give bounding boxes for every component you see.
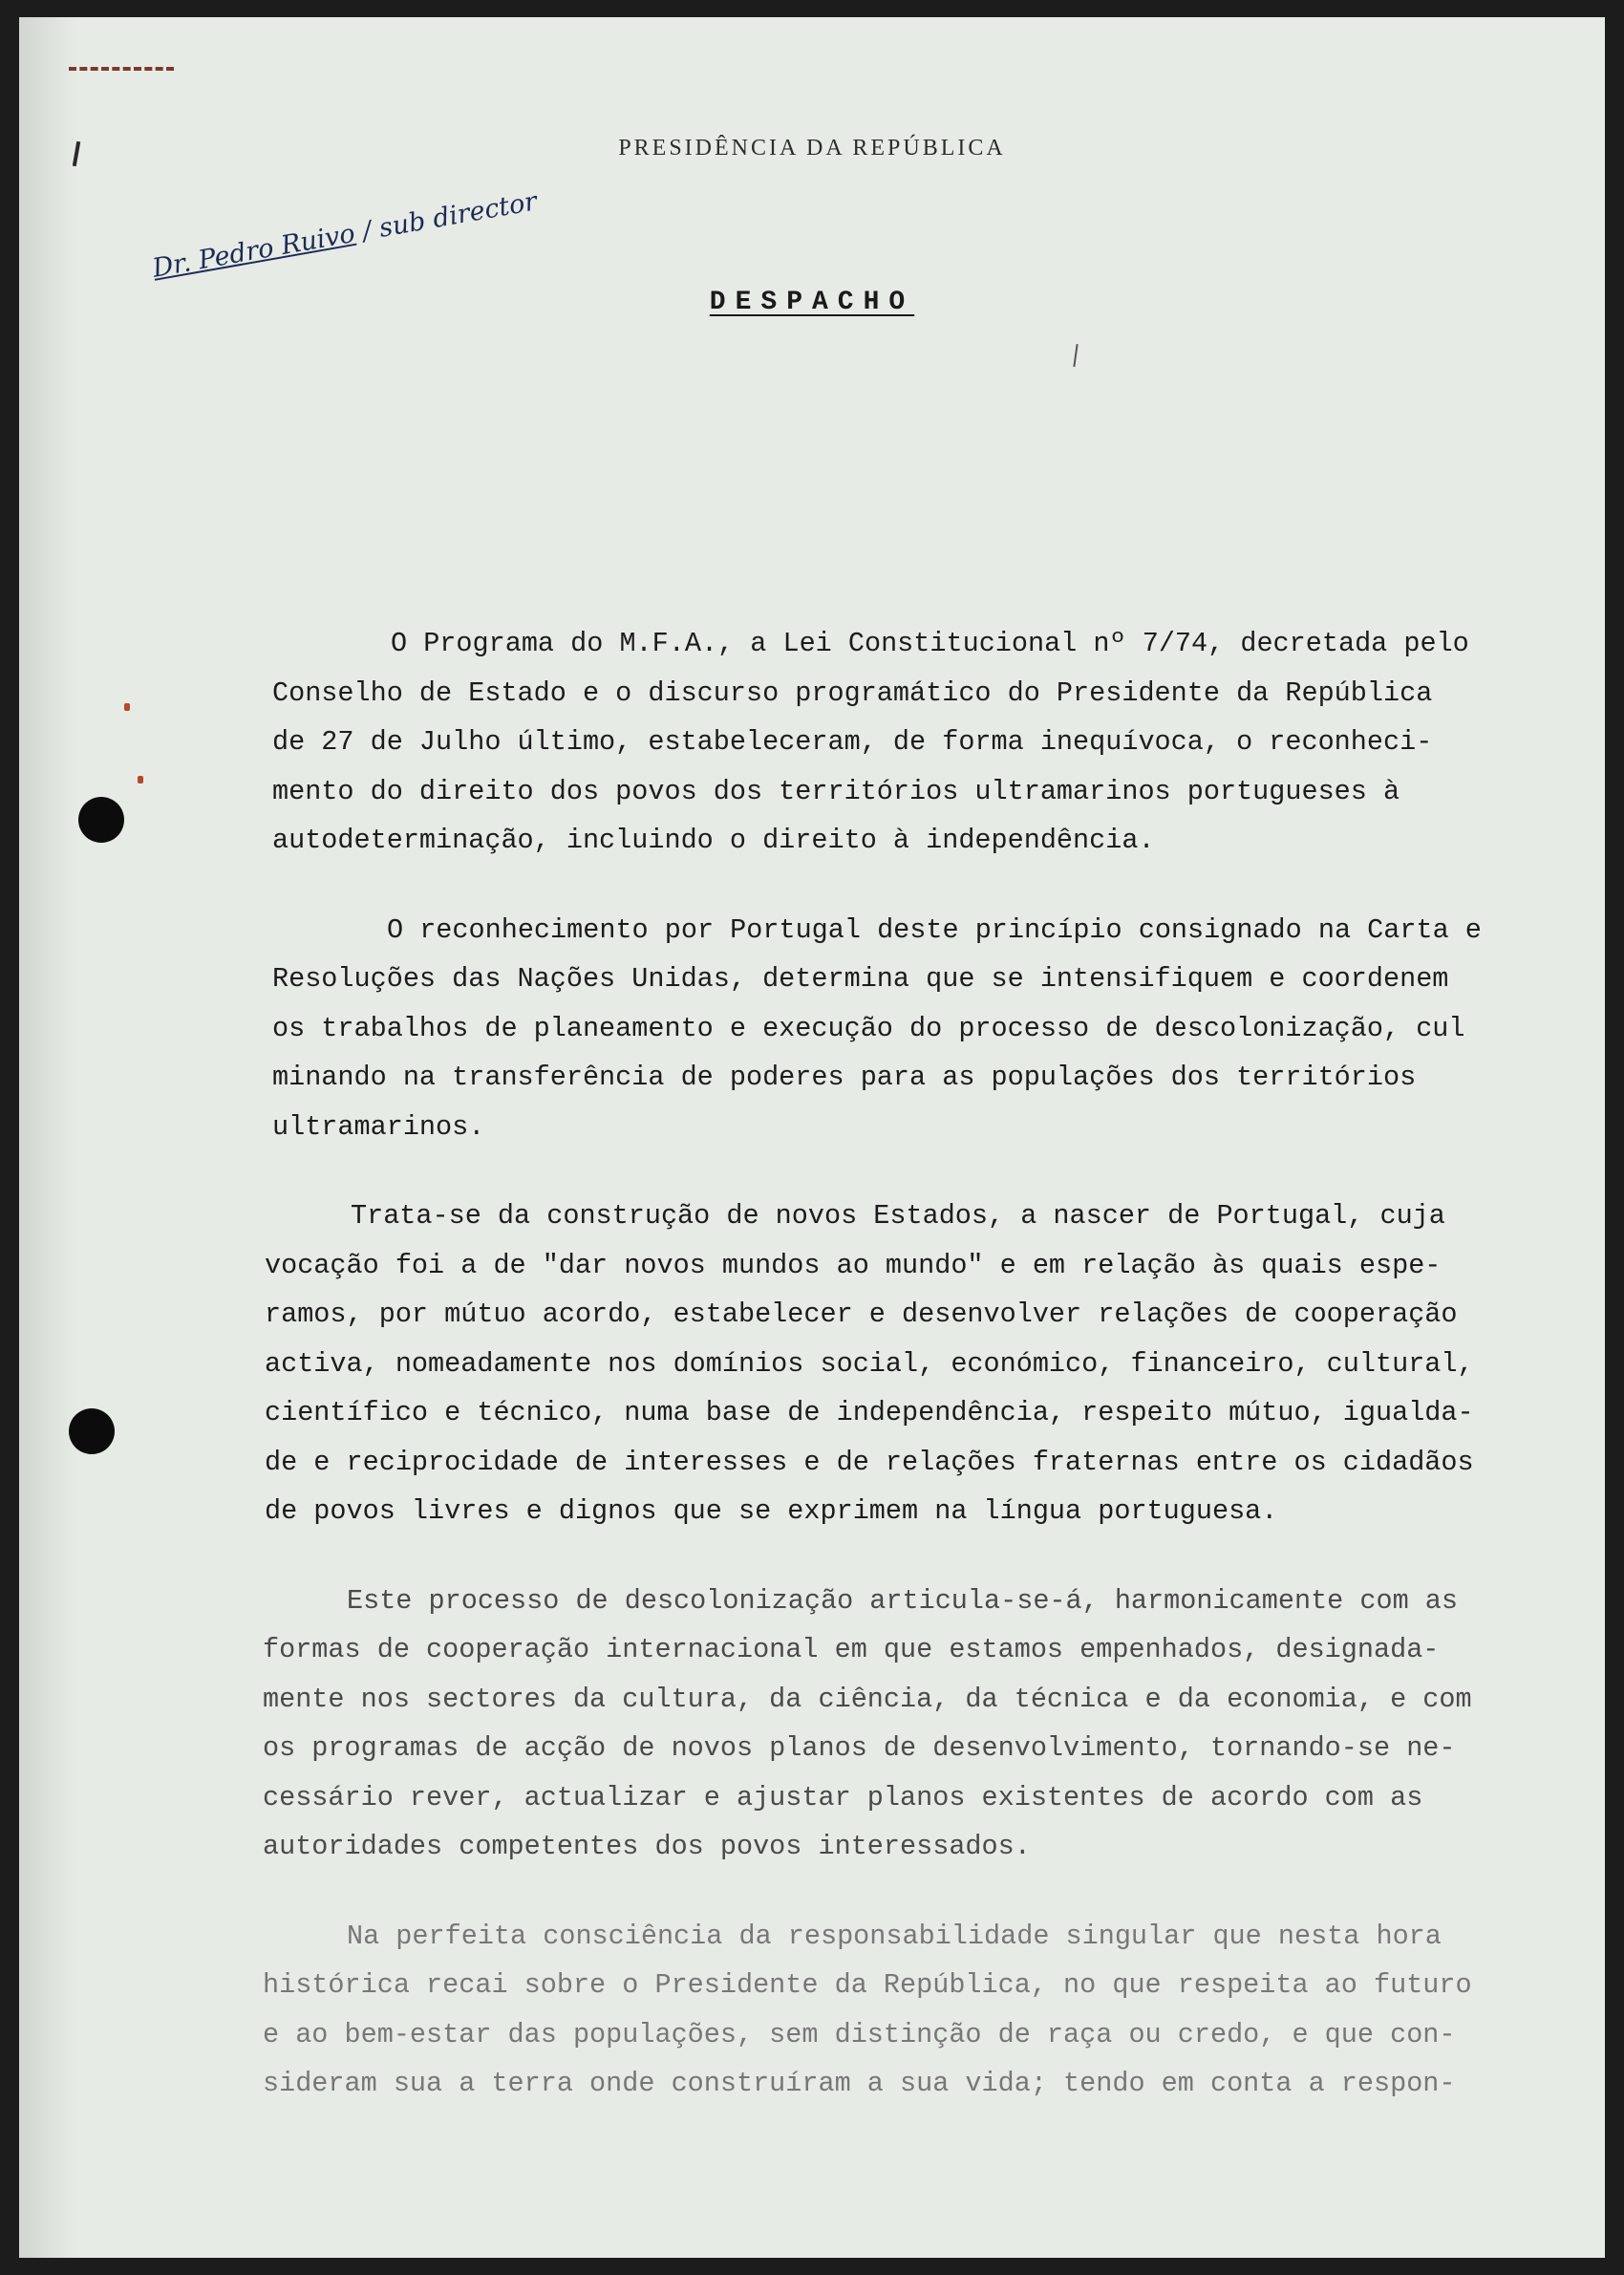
punch-hole-lower: [69, 1408, 115, 1454]
document-body: [263, 619, 1533, 2149]
paragraph-4: [263, 1577, 1533, 1872]
text-line: sideram sua a terra onde construíram a sua vida; tendo em conta a respon-: [263, 2068, 1456, 2099]
ink-spot: [138, 776, 143, 783]
text-line: Conselho de Estado e o discurso programático do Presidente da República: [272, 676, 1433, 709]
paragraph-5: [263, 1912, 1533, 2109]
text-line: e ao bem-estar das populações, sem distinção de raça ou credo, e que con-: [263, 2018, 1456, 2050]
document-title-text: DESPACHO: [709, 288, 915, 317]
text-line: cessário rever, actualizar e ajustar planos existentes de acordo com as: [263, 1781, 1423, 1814]
text-line: de e reciprocidade de interesses e de relações fraternas entre os cidadãos: [265, 1446, 1474, 1478]
text-line: mente nos sectores da cultura, da ciência, da técnica e da economia, e com: [263, 1683, 1472, 1715]
text-line: activa, nomeadamente nos domínios social, económico, financeiro, cultural,: [265, 1347, 1474, 1380]
document-page: [19, 17, 1605, 2258]
text-line: Este processo de descolonização articula-se-á, harmonicamente com as: [347, 1584, 1458, 1617]
paragraph-2: [272, 906, 1533, 1152]
handwritten-note-role: / sub director: [360, 186, 540, 247]
text-line: formas de cooperação internacional em que estamos empenhados, designada-: [263, 1634, 1440, 1665]
text-line: científico e técnico, numa base de independência, respeito mútuo, igualda-: [265, 1397, 1474, 1428]
text-line: os programas de acção de novos planos de desenvolvimento, tornando-se ne-: [263, 1732, 1456, 1764]
text-line: Resoluções das Nações Unidas, determina que se intensifiquem e coordenem: [272, 963, 1449, 995]
text-line: os trabalhos de planeamento e execução do processo de descolonização, cul: [272, 1012, 1465, 1044]
text-line: O Programa do M.F.A., a Lei Constitucional nº 7/74, decretada pelo: [391, 628, 1469, 659]
text-line: minando na transferência de poderes para as populações dos territórios: [272, 1062, 1417, 1093]
text-line: de povos livres e dignos que se exprimem na língua portuguesa.: [265, 1495, 1278, 1527]
text-line: autoridades competentes dos povos interessados.: [263, 1831, 1031, 1862]
text-line: Trata-se da construção de novos Estados, a nascer de Portugal, cuja: [351, 1200, 1445, 1232]
text-line: de 27 de Julho último, estabeleceram, de forma inequívoca, o reconheci-: [272, 726, 1433, 758]
dashed-edge-mark: [69, 67, 174, 75]
handwritten-note-name: Dr. Pedro Ruivo: [150, 218, 358, 284]
text-line: histórica recai sobre o Presidente da República, no que respeita ao futuro: [263, 1969, 1472, 2001]
text-line: mento do direito dos povos dos territórios ultramarinos portugueses à: [272, 775, 1400, 807]
punch-hole-upper: [78, 797, 124, 843]
document-title: [19, 288, 1605, 317]
text-line: O reconhecimento por Portugal deste princípio consignado na Carta e: [387, 913, 1482, 946]
text-line: ramos, por mútuo acordo, estabelecer e desenvolver relações de cooperação: [265, 1298, 1458, 1330]
letterhead: PRESIDÊNCIA DA REPÚBLICA: [618, 136, 1006, 161]
text-line: ultramarinos.: [272, 1110, 485, 1143]
ink-spot: [124, 703, 130, 711]
pen-tick: [1073, 344, 1078, 367]
page-shadow: [19, 17, 76, 2258]
text-line: Na perfeita consciência da responsabilidade singular que nesta hora: [347, 1920, 1442, 1952]
paragraph-1: [272, 619, 1533, 866]
paragraph-3: [265, 1191, 1533, 1536]
text-line: autodeterminação, incluindo o direito à independência.: [272, 825, 1155, 856]
text-line: vocação foi a de "dar novos mundos ao mundo" e em relação às quais espe-: [265, 1249, 1442, 1281]
handwritten-note: [150, 186, 539, 283]
